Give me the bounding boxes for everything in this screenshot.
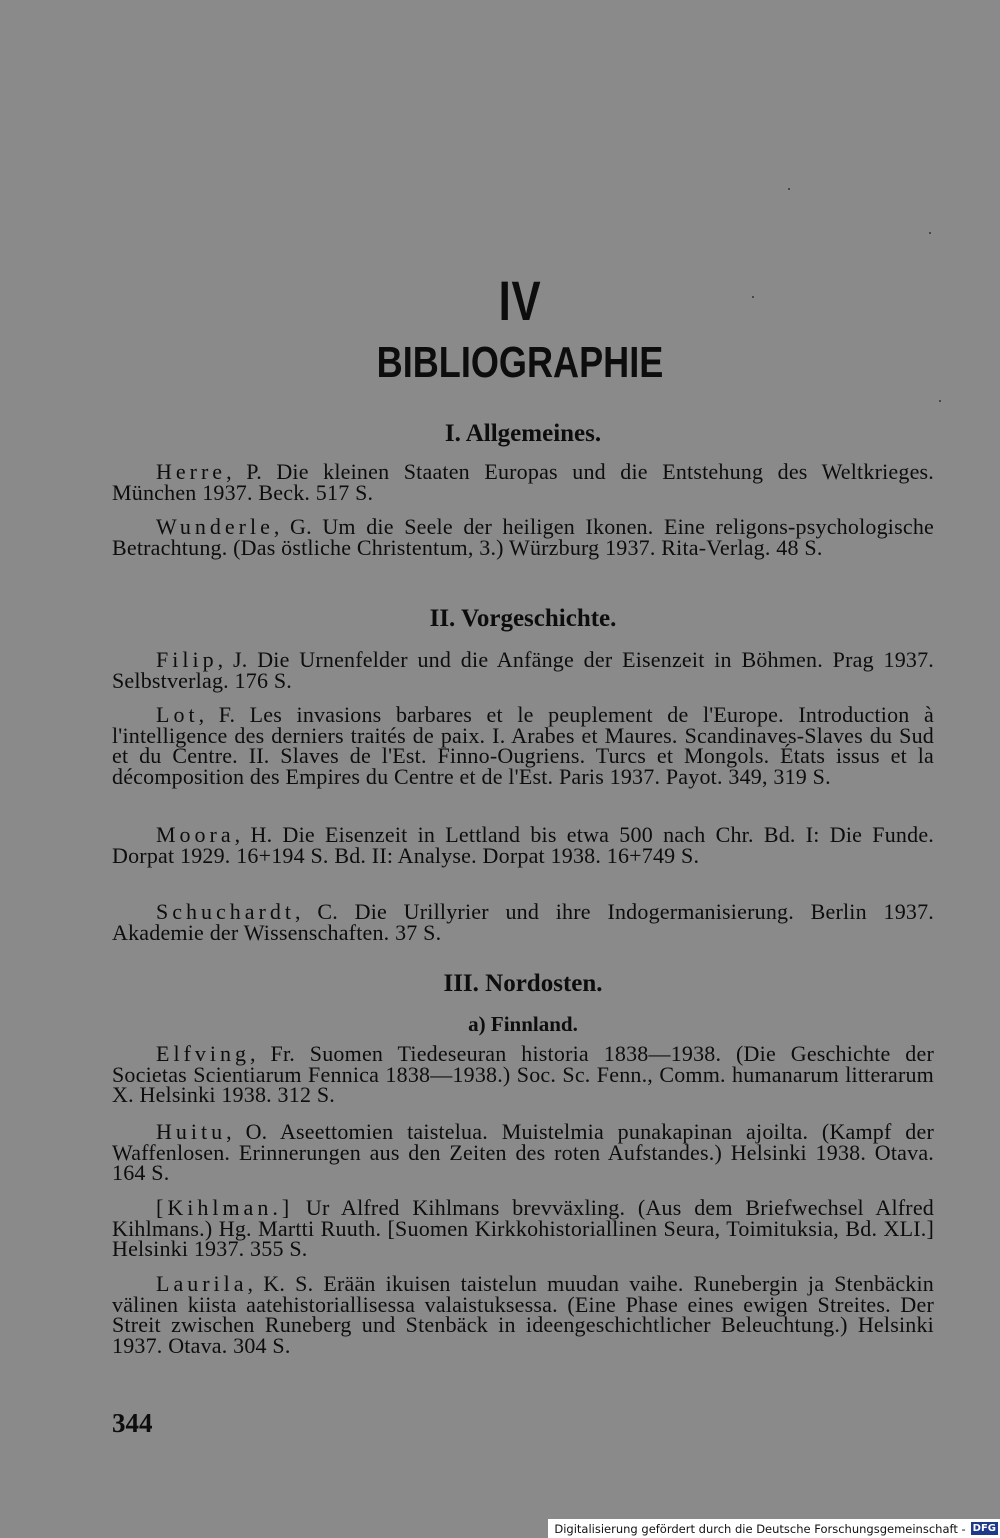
entry-text: , G. Um die Seele der heiligen Ikonen. Eine religons-psychologische Betrachtung. (Das östliche Christentum, 3.) Würzburg 1937. Rita-Verlag. 48 S. [112, 514, 934, 560]
page-number: 344 [112, 1408, 153, 1438]
bib-entry [112, 822, 934, 868]
entry-author: Huitu [156, 1119, 227, 1144]
entry-author: Moora [156, 822, 235, 847]
section-heading-vorgeschichte: II. Vorgeschichte. [429, 605, 617, 632]
bib-entry [112, 1119, 934, 1185]
entry-text: , H. Die Eisenzeit in Lettland bis etwa 500 nach Chr. Bd. I: Die Funde. Dorpat 1929. 16+194 S. Bd. II: Analyse. Dorpat 1938. 16+749 S. [112, 822, 934, 868]
scan-speck [939, 400, 941, 402]
entry-text: , P. Die kleinen Staaten Europas und die Entstehung des Weltkrieges. München 1937. Beck. 517 S. [112, 459, 934, 505]
digitization-footer [548, 1519, 1000, 1538]
scan-speck [929, 232, 931, 234]
bib-entry [112, 702, 934, 789]
chapter-title: BIBLIOGRAPHIE [376, 338, 664, 387]
subsection-heading-finnland: a) Finnland. [468, 1012, 578, 1036]
bib-entry [112, 1041, 934, 1107]
entry-author: Wunderle [156, 514, 274, 539]
footer-text: Digitalisierung gefördert durch die Deutsche Forschungsgemeinschaft - [554, 1521, 966, 1536]
section-heading-nordosten: III. Nordosten. [443, 970, 603, 997]
bib-entry [112, 459, 934, 505]
entry-text: , O. Aseettomien taistelua. Muistelmia punakapinan ajoilta. (Kampf der Waffenlosen. Erinnerungen aus den Zeiten des roten Aufstandes.) Helsinki 1938. Otava. 164 S. [112, 1119, 934, 1185]
entry-author: Herre [156, 459, 227, 484]
entry-author: Lot [156, 702, 199, 727]
scan-speck [752, 296, 754, 298]
entry-text: Ur Alfred Kihlmans brevväxling. (Aus dem Briefwechsel Alfred Kihlmans.) Hg. Martti Ruuth. [Suomen Kirkkohistoriallinen Seura, Toimituksia, Bd. XLI.] Helsinki 1937. 355 S. [112, 1195, 934, 1261]
entry-text: , C. Die Urillyrier und ihre Indogermanisierung. Berlin 1937. Akademie der Wissenschaften. 37 S. [112, 899, 934, 945]
entry-author: Filip [156, 647, 218, 672]
bib-entry [112, 647, 934, 693]
entry-author: Elfving [156, 1041, 250, 1066]
entry-text: , K. S. Erään ikuisen taistelun muudan vaihe. Runebergin ja Stenbäckin välinen kiista aatehistoriallisessa valaistuksessa. (Eine Phase eines ewigen Streites. Der Streit zwischen Runeberg und Stenbäck in ideengeschichtlicher Beleuchtung.) Helsinki 1937. Otava. 304 S. [112, 1271, 934, 1358]
entry-text: , Fr. Suomen Tiedeseuran historia 1838—1938. (Die Geschichte der Societas Scientiarum Fennica 1838—1938.) Soc. Sc. Fenn., Comm. humanarum litterarum X. Helsinki 1938. 312 S. [112, 1041, 934, 1107]
bib-entry [112, 514, 934, 560]
bib-entry [112, 899, 934, 945]
section-heading-allgemeines: I. Allgemeines. [444, 420, 602, 447]
entry-author: Schuchardt [156, 899, 295, 924]
dfg-logo-icon: DFG [972, 1523, 996, 1534]
entry-text: , J. Die Urnenfelder und die Anfänge der Eisenzeit in Böhmen. Prag 1937. Selbstverlag. 176 S. [112, 647, 934, 693]
chapter-numeral: IV [498, 269, 542, 332]
entry-text: , F. Les invasions barbares et le peuplement de l'Europe. Introduction à l'intelligence des derniers traités de paix. I. Arabes et Maures. Scandinaves-Slaves du Sud et du Centre. II. Slaves de l'Est. Finno-Ougriens. Turcs et Mongols. États issus et la décomposition des Empires du Centre et de l'Est. Paris 1937. Payot. 349, 319 S. [112, 702, 934, 789]
bib-entry [112, 1271, 934, 1358]
scan-speck [788, 188, 790, 190]
bib-entry [112, 1195, 934, 1261]
entry-author: Laurila [156, 1271, 248, 1296]
entry-author: [Kihlman.] [156, 1195, 294, 1220]
